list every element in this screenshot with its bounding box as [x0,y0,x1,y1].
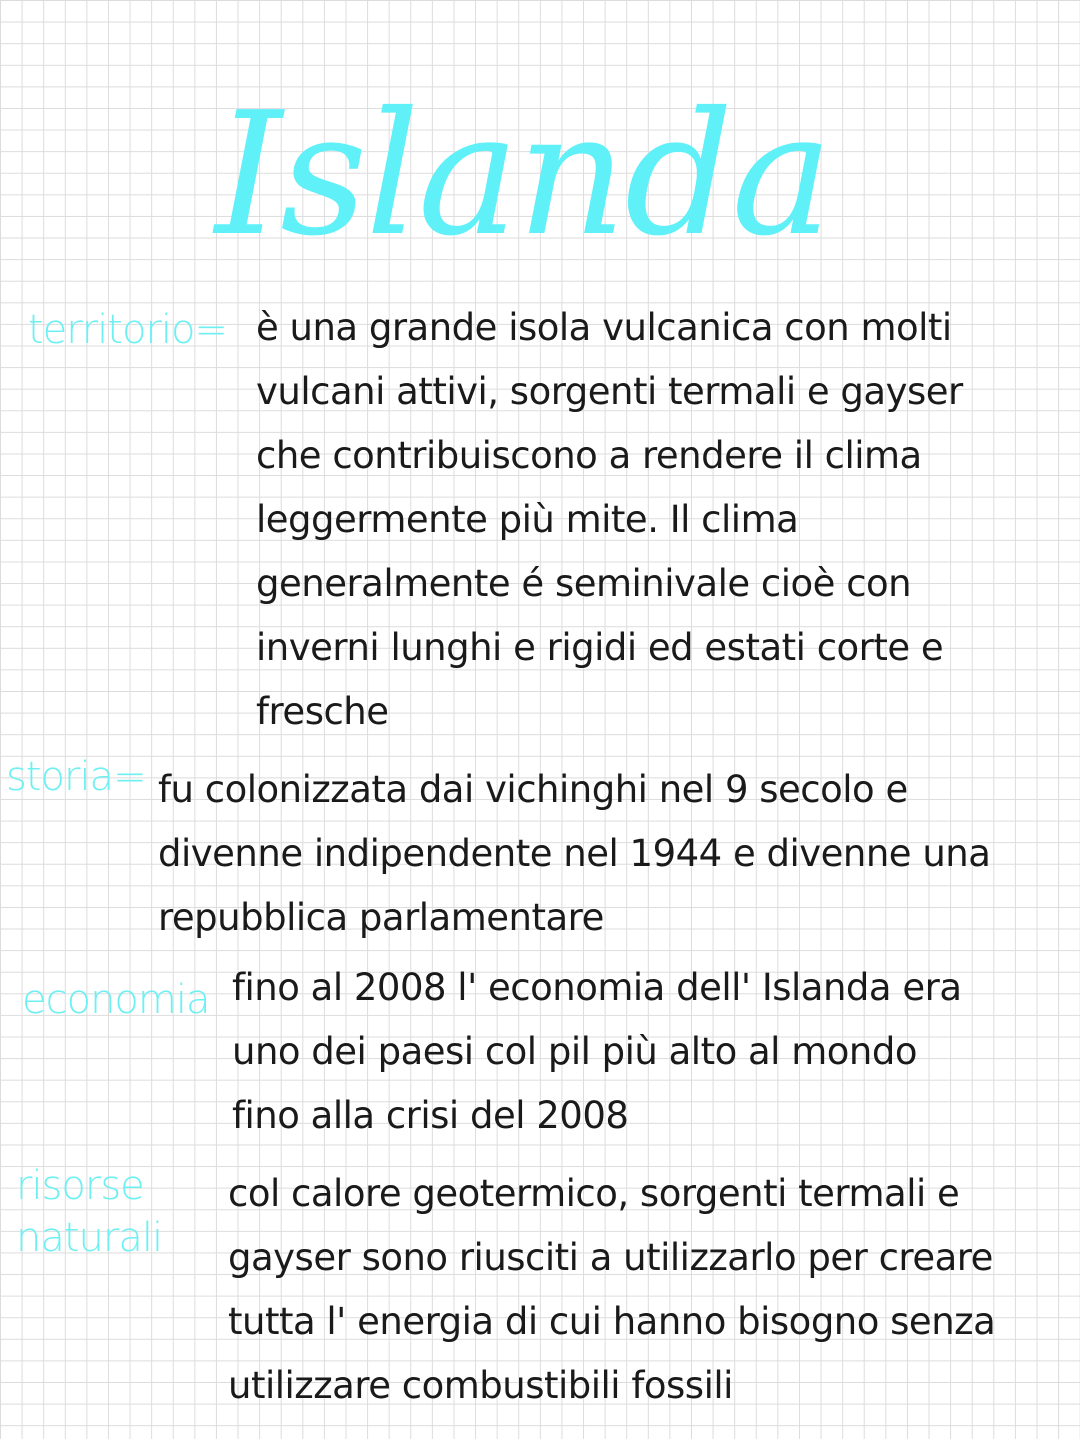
section-text-territorio [256,296,1046,744]
text-line: inverni lunghi e rigidi ed estati corte e [256,626,944,669]
section-text-economia [232,956,1052,1148]
text-line: utilizzare combustibili fossili [228,1364,733,1407]
text-line: tutta l' energia di cui hanno bisogno senza [228,1300,996,1343]
text-line: col calore geotermico, sorgenti termali e [228,1172,960,1215]
section-text-storia [158,758,1058,950]
label-line: economia [22,977,210,1023]
section-text-risorse-naturali [228,1162,1058,1418]
text-line: fino alla crisi del 2008 [232,1094,629,1137]
label-line: naturali [16,1215,163,1261]
section-label-economia [22,968,210,1032]
text-line: repubblica parlamentare [158,896,604,939]
text-line: generalmente é seminivale cioè con [256,562,912,605]
text-line: fino al 2008 l' economia dell' Islanda era [232,966,962,1009]
label-line: territorio= [28,307,227,353]
label-line: risorse [16,1163,144,1209]
section-label-territorio [28,298,227,362]
section-label-risorse-naturali [16,1160,162,1264]
text-line: è una grande isola vulcanica con molti [256,306,952,349]
text-line: leggermente più mite. Il clima [256,498,799,541]
text-line: fresche [256,690,389,733]
text-line: che contribuiscono a rendere il clima [256,434,922,477]
section-label-storia [6,745,146,809]
text-line: uno dei paesi col pil più alto al mondo [232,1030,917,1073]
page-title: Islanda [215,76,831,274]
text-line: divenne indipendente nel 1944 e divenne una [158,832,991,875]
text-line: fu colonizzata dai vichinghi nel 9 secolo e [158,768,908,811]
label-line: storia= [6,754,146,800]
text-line: vulcani attivi, sorgenti termali e gayser [256,370,963,413]
text-line: gayser sono riusciti a utilizzarlo per creare [228,1236,993,1279]
